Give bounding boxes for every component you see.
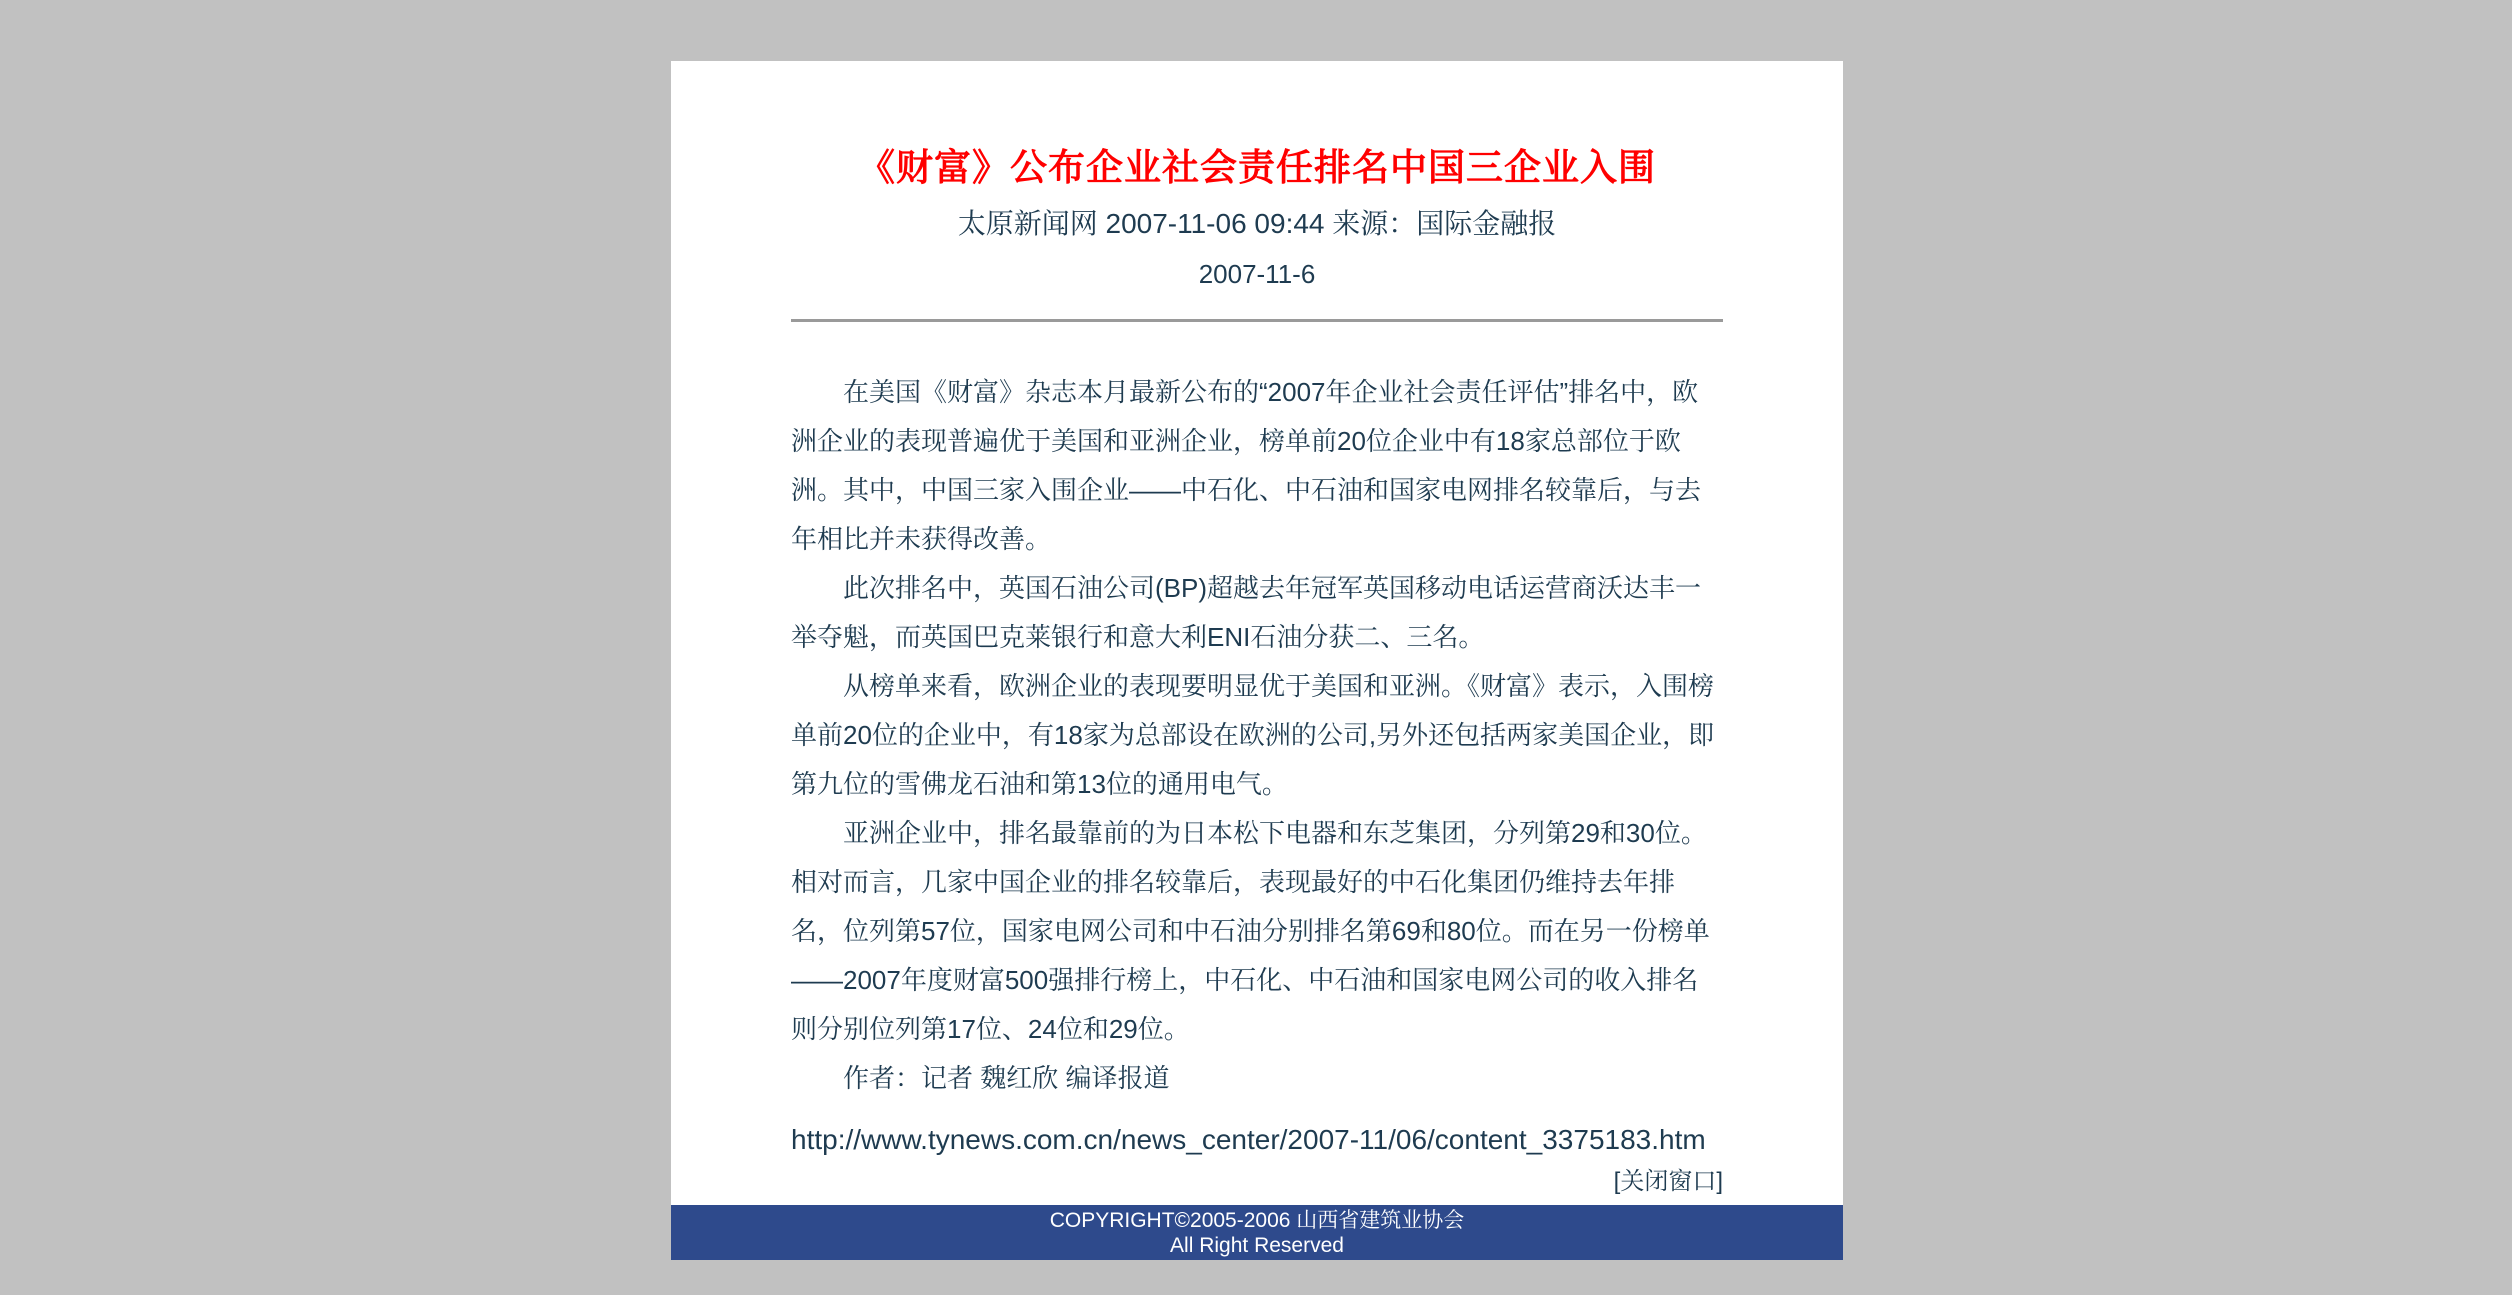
document-column bbox=[671, 61, 1843, 1260]
article-paragraph: 此次排名中，英国石油公司(BP)超越去年冠军英国移动电话运营商沃达丰一举夺魁，而英国巴克莱银行和意大利ENI石油分获二、三名。 bbox=[791, 573, 1702, 652]
article-source-line: 太原新闻网 2007-11-06 09:44 来源：国际金融报 bbox=[957, 208, 1557, 239]
article-paragraph: 从榜单来看，欧洲企业的表现要明显优于美国和亚洲。《财富》表示，入围榜单前20位的企业中，有18家为总部设在欧洲的公司,另外还包括两家美国企业，即第九位的雪佛龙石油和第13位的通用电气。 bbox=[791, 671, 1715, 799]
close-window-link[interactable]: [关闭窗口] bbox=[1613, 1168, 1723, 1195]
footer-rights-line: All Right Reserved bbox=[1170, 1234, 1344, 1257]
footer bbox=[671, 1205, 1843, 1260]
close-window-row bbox=[791, 1167, 1723, 1197]
article-paragraph: 亚洲企业中，排名最靠前的为日本松下电器和东芝集团，分列第29和30位。相对而言，几家中国企业的排名较靠后，表现最好的中石化集团仍维持去年排名，位列第57位，国家电网公司和中石油分别排名第69和80位。而在另一份榜单——2007年度财富500强排行榜上，中石化、中石油和国家电网公司的收入排名则分别位列第17位、24位和29位。 bbox=[791, 818, 1710, 1044]
article-body bbox=[791, 368, 1723, 1103]
document-page bbox=[671, 61, 1843, 1205]
divider bbox=[791, 319, 1723, 322]
footer-copyright-line: COPYRIGHT©2005-2006 山西省建筑业协会 bbox=[1049, 1209, 1465, 1232]
article-paragraph: 在美国《财富》杂志本月最新公布的“2007年企业社会责任评估”排名中，欧洲企业的表现普遍优于美国和亚洲企业，榜单前20位企业中有18家总部位于欧洲。其中，中国三家入围企业——中石化、中石油和国家电网排名较靠后，与去年相比并未获得改善。 bbox=[791, 377, 1702, 554]
article-source-url: http://www.tynews.com.cn/news_center/2007-11/06/content_3375183.htm bbox=[791, 1124, 1706, 1155]
article-paragraph: 作者：记者 魏红欣 编译报道 bbox=[843, 1063, 1170, 1093]
article-title: 《财富》公布企业社会责任排名中国三企业入围 bbox=[858, 147, 1656, 188]
article-date: 2007-11-6 bbox=[1198, 259, 1316, 289]
